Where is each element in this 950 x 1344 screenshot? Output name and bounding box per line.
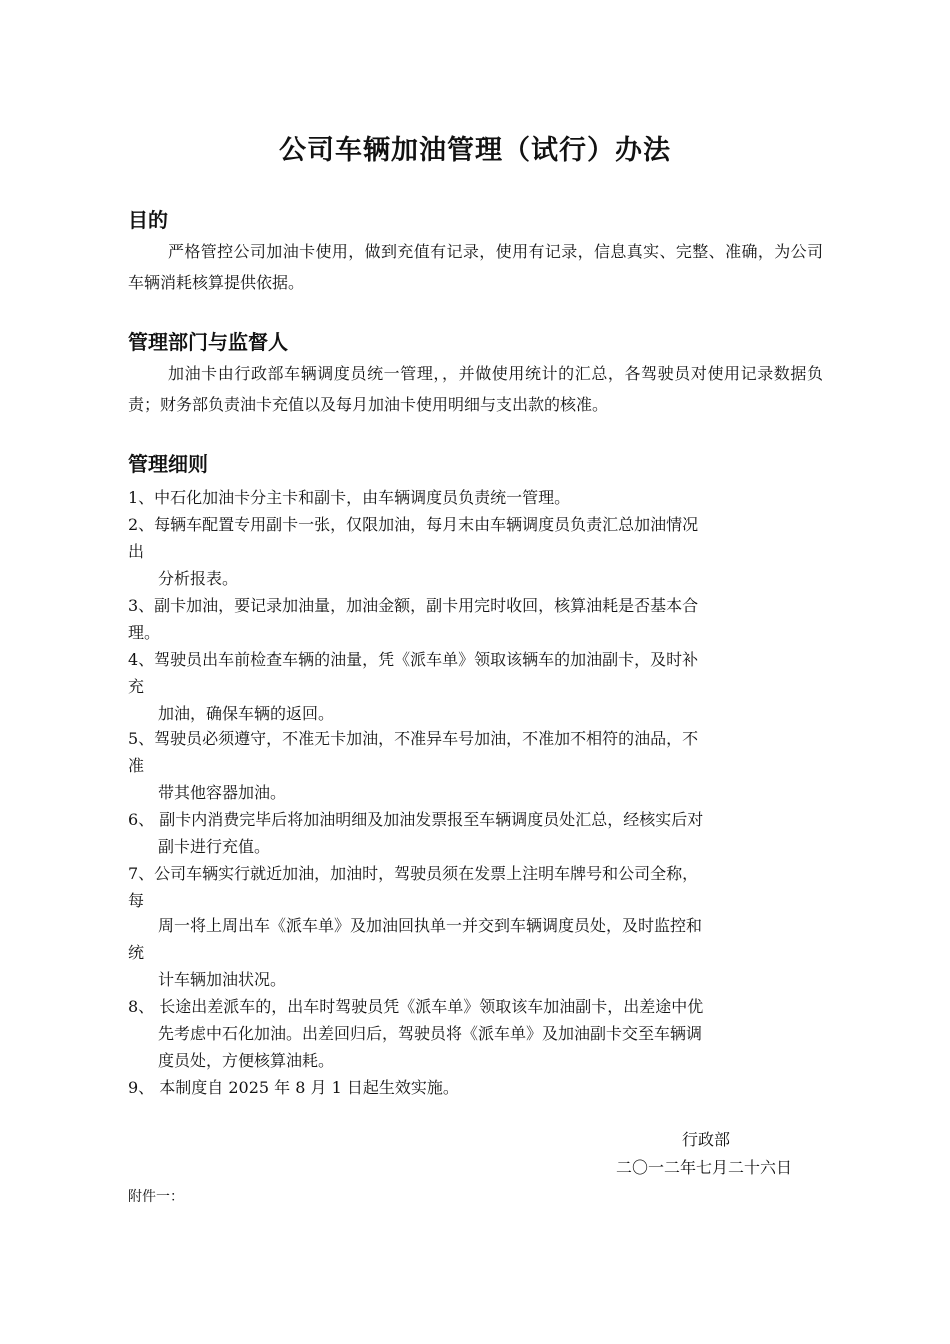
- signature-date: 二〇一二年七月二十六日: [616, 1158, 793, 1177]
- rule-line: 带其他容器加油。: [158, 783, 287, 802]
- rule-line: 8、 长途出差派车的，出车时驾驶员凭《派车单》领取该车加油副卡，出差途中优: [128, 997, 704, 1016]
- rule-line: 5、驾驶员必须遵守，不准无卡加油，不准异车号加油，不准加不相符的油品，不: [128, 729, 699, 748]
- section-text-dept: 加油卡由行政部车辆调度员统一管理，，并做使用统计的汇总，各驾驶员对使用记录数据负责；财务部负责油卡充值以及每月加油卡使用明细与支出款的核准。: [128, 364, 823, 414]
- rule-line: 理。: [128, 623, 161, 642]
- section-heading-dept: 管理部门与监督人: [128, 330, 288, 354]
- rule-line: 出: [128, 542, 145, 561]
- rule-line: 分析报表。: [158, 569, 239, 588]
- rule-line: 4、驾驶员出车前检查车辆的油量，凭《派车单》领取该辆车的加油副卡，及时补: [128, 650, 699, 669]
- rule-line: 准: [128, 756, 145, 775]
- rule-line: 3、副卡加油，要记录加油量，加油金额，副卡用完时收回，核算油耗是否基本合: [128, 596, 699, 615]
- rule-line: 每: [128, 891, 145, 910]
- section-heading-rules: 管理细则: [128, 452, 208, 476]
- signature-dept: 行政部: [682, 1130, 731, 1149]
- rule-line: 计车辆加油状况。: [158, 970, 287, 989]
- rule-line: 9、 本制度自 2025 年 8 月 1 日起生效实施。: [128, 1078, 459, 1097]
- rule-line: 6、 副卡内消费完毕后将加油明细及加油发票报至车辆调度员处汇总，经核实后对: [128, 810, 704, 829]
- section-heading-purpose: 目的: [128, 208, 168, 232]
- rule-line: 统: [128, 943, 145, 962]
- rule-line: 先考虑中石化加油。出差回归后，驾驶员将《派车单》及加油副卡交至车辆调: [158, 1024, 703, 1043]
- rule-line: 充: [128, 677, 145, 696]
- rule-line: 副卡进行充值。: [158, 837, 271, 856]
- rule-line: 度员处，方便核算油耗。: [158, 1051, 335, 1070]
- section-text-purpose: 严格管控公司加油卡使用，做到充值有记录，使用有记录，信息真实、完整、准确，为公司车辆消耗核算提供依据。: [128, 242, 823, 292]
- attachment-label: 附件一：: [128, 1189, 184, 1205]
- rule-line: 加油，确保车辆的返回。: [158, 704, 335, 723]
- document-title: 公司车辆加油管理（试行）办法: [279, 135, 671, 166]
- rule-line: 7、公司车辆实行就近加油，加油时，驾驶员须在发票上注明车牌号和公司全称，: [128, 864, 699, 883]
- rule-line: 1、中石化加油卡分主卡和副卡，由车辆调度员负责统一管理。: [128, 488, 571, 507]
- rule-line: 2、每辆车配置专用副卡一张，仅限加油，每月末由车辆调度员负责汇总加油情况: [128, 515, 699, 534]
- rule-line: 周一将上周出车《派车单》及加油回执单一并交到车辆调度员处，及时监控和: [158, 916, 703, 935]
